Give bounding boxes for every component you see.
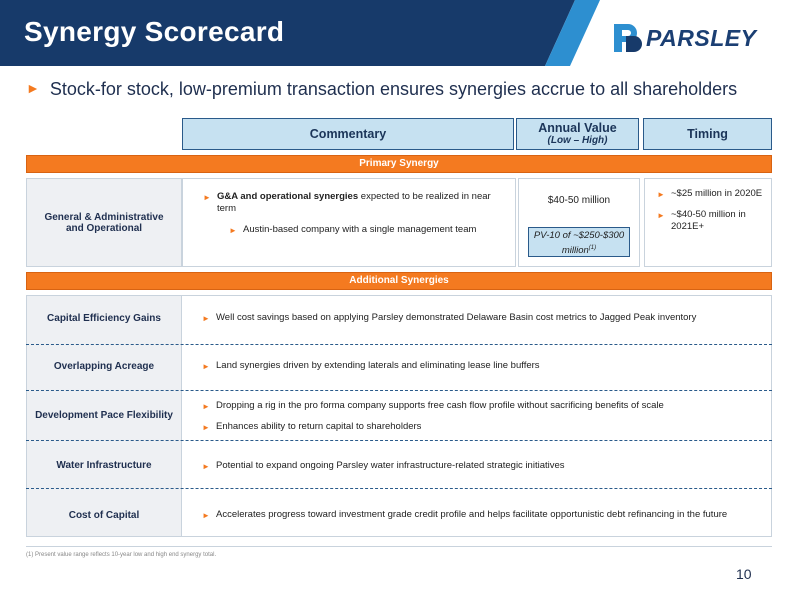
footnote: (1) Present value range reflects 10-year low and high end synergy total.	[26, 552, 217, 558]
row-divider	[26, 390, 772, 391]
pv-note-box	[528, 227, 630, 257]
parsley-logo	[612, 22, 777, 54]
additional-synergies-band: Additional Synergies	[26, 272, 772, 290]
timing-bullet-1	[657, 188, 771, 200]
primary-bullet-1-bold: G&A and operational synergies	[217, 191, 359, 202]
pv-note-text: PV-10 of ~$250-$300 million	[533, 230, 625, 257]
page-title: Synergy Scorecard	[24, 16, 285, 47]
logo-text: PARSLEY	[646, 25, 757, 51]
primary-label-text: General & Administrative and Operational	[44, 211, 164, 234]
row-overlapping-acreage-bullet-1	[202, 360, 756, 372]
row-label-water-infrastructure: Water Infrastructure	[56, 460, 152, 471]
primary-sub-bullet	[229, 224, 503, 236]
primary-sub-bullet-text: Austin-based company with a single management team	[243, 224, 477, 235]
annual-value-subtitle: (Low – High)	[547, 135, 608, 146]
primary-value: $40-50 million	[547, 195, 611, 206]
bullet-arrow-icon: ►	[657, 190, 665, 199]
row-divider	[26, 440, 772, 441]
bullet-text: Well cost savings based on applying Parsley demonstrated Delaware Basin cost metrics to Jagged Peak inventory	[216, 312, 697, 323]
row-development-pace-bullet-1	[202, 400, 756, 412]
footer-divider	[26, 546, 772, 547]
bullet-text: Dropping a rig in the pro forma company supports free cash flow profile without sacrificing benefits of scale	[216, 400, 664, 411]
bullet-text: Accelerates progress toward investment grade credit profile and helps facilitate opportunistic debt refinancing in the future	[216, 509, 728, 520]
row-label-overlapping-acreage: Overlapping Acreage	[53, 361, 155, 372]
bullet-text: Enhances ability to return capital to shareholders	[216, 421, 422, 432]
primary-bullet-1-text: expected to be realized in near term	[217, 191, 491, 214]
bullet-arrow-icon: ►	[202, 362, 210, 371]
row-label-development-pace: Development Pace Flexibility	[35, 410, 173, 421]
bullet-arrow-icon: ►	[203, 193, 211, 202]
row-label-capital-efficiency: Capital Efficiency Gains	[47, 313, 161, 324]
annual-value-title: Annual Value	[538, 121, 617, 135]
bullet-arrow-icon: ►	[229, 226, 237, 235]
bullet-arrow-icon: ►	[202, 402, 210, 411]
timing-bullet-2	[657, 209, 767, 233]
primary-bullet-1	[203, 191, 507, 215]
row-divider	[26, 344, 772, 345]
column-header-annual-value	[516, 118, 639, 150]
page-number: 10	[736, 566, 752, 582]
pv-note-footnote-ref: (1)	[588, 245, 597, 251]
timing-1-text: ~$25 million in 2020E	[671, 188, 763, 199]
row-development-pace-bullet-2	[202, 421, 756, 433]
subheading	[26, 79, 737, 100]
bullet-arrow-icon: ►	[26, 80, 40, 96]
bullet-arrow-icon: ►	[202, 462, 210, 471]
bullet-arrow-icon: ►	[202, 314, 210, 323]
header-bar	[0, 0, 800, 66]
primary-value-cell	[518, 178, 640, 267]
row-capital-efficiency-bullet-1	[202, 312, 756, 324]
row-cost-of-capital-bullet-1	[202, 509, 766, 521]
bullet-arrow-icon: ►	[202, 423, 210, 432]
bullet-arrow-icon: ►	[202, 511, 210, 520]
primary-row-label	[26, 178, 182, 267]
primary-synergy-band: Primary Synergy	[26, 155, 772, 173]
row-water-infrastructure-bullet-1	[202, 460, 756, 472]
column-header-commentary: Commentary	[182, 118, 514, 150]
timing-2-text: ~$40-50 million in 2021E+	[671, 209, 746, 232]
row-label-cost-of-capital: Cost of Capital	[68, 510, 140, 521]
primary-timing-cell	[644, 178, 772, 267]
bullet-text: Potential to expand ongoing Parsley water infrastructure-related strategic initiatives	[216, 460, 565, 471]
column-header-timing: Timing	[643, 118, 772, 150]
row-divider	[26, 488, 772, 489]
parsley-logo-icon	[612, 22, 644, 54]
subheading-text: Stock-for stock, low-premium transaction ensures synergies accrue to all shareholders	[49, 79, 738, 99]
bullet-text: Land synergies driven by extending laterals and eliminating lease line buffers	[216, 360, 540, 371]
bullet-arrow-icon: ►	[657, 211, 665, 220]
primary-commentary-cell	[182, 178, 516, 267]
